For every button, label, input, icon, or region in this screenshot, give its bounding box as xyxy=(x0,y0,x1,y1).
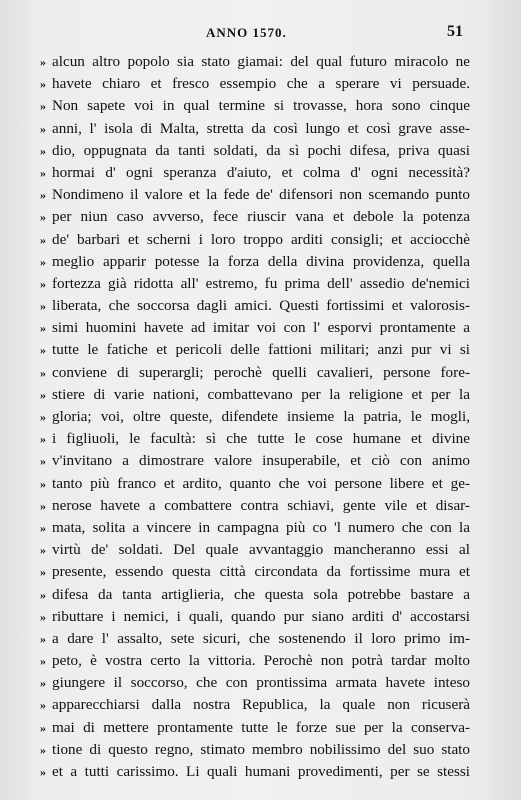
running-head: ANNO 1570. xyxy=(206,25,287,40)
text-line xyxy=(40,694,470,716)
text-line xyxy=(40,51,470,73)
quote-mark: » xyxy=(40,676,46,691)
quote-mark: » xyxy=(40,254,46,269)
line-text: alcun altro popolo sia stato giamai: del qual futuro miracolo ne xyxy=(52,53,470,70)
line-text: et a tutti carissimo. Li quali humani provedimenti, per se stessi xyxy=(52,763,470,780)
quote-mark: » xyxy=(40,432,46,447)
line-text: difesa da tanta artiglieria, che questa sola potrebbe bastare a xyxy=(52,585,470,603)
quote-mark: » xyxy=(40,454,46,469)
quote-mark: » xyxy=(40,365,46,380)
quote-mark: » xyxy=(40,210,46,225)
text-line xyxy=(40,517,470,539)
quote-mark: » xyxy=(40,343,46,358)
quote-mark: » xyxy=(40,188,46,203)
line-text: liberata, che soccorsa dagli amici. Questi fortissimi et valorosis- xyxy=(52,297,470,315)
line-text: apparecchiarsi dalla nostra Republica, la quale non ricuserà xyxy=(52,696,470,714)
quote-mark: » xyxy=(40,543,46,558)
text-line xyxy=(40,761,470,783)
text-line xyxy=(40,450,470,472)
text-line xyxy=(40,251,470,273)
line-text: havete chiaro et fresco essempio che a sperare vi persuade. xyxy=(52,75,470,93)
text-line xyxy=(40,628,470,650)
line-text: tanto più franco et ardito, quanto che voi persone libere et ge- xyxy=(52,474,470,492)
quote-mark: » xyxy=(40,55,46,69)
quote-mark: » xyxy=(40,720,46,735)
line-text: tione di questo regno, stimato membro nobilissimo del suo stato xyxy=(52,740,470,758)
quote-mark: » xyxy=(40,654,46,669)
quote-mark: » xyxy=(40,631,46,646)
quote-mark: » xyxy=(40,476,46,491)
text-line xyxy=(40,162,470,184)
text-line xyxy=(40,717,470,739)
text-line xyxy=(40,606,470,628)
text-line xyxy=(40,95,470,117)
text-line xyxy=(40,140,470,162)
text-line xyxy=(40,406,470,428)
line-text: ributtare i nemici, i quali, quando pur siano arditi d' accostarsi xyxy=(52,607,470,625)
text-line xyxy=(40,428,470,450)
quote-mark: » xyxy=(40,276,46,291)
text-line xyxy=(40,295,470,317)
text-line xyxy=(40,273,470,295)
text-line xyxy=(40,739,470,761)
line-text: anni, l' isola di Malta, stretta da così lungo et così grave asse- xyxy=(52,119,470,137)
quote-mark: » xyxy=(40,99,46,114)
line-text: de' barbari et scherni i loro troppo arditi consigli; et acciocchè xyxy=(52,230,470,248)
quote-mark: » xyxy=(40,321,46,336)
quote-mark: » xyxy=(40,232,46,247)
text-line xyxy=(40,73,470,95)
quote-mark: » xyxy=(40,565,46,580)
text-line xyxy=(40,118,470,140)
text-line xyxy=(40,584,470,606)
text-line xyxy=(40,184,470,206)
line-text: v'invitano a dimostrare valore insuperabile, et ciò con animo xyxy=(52,452,470,470)
quote-mark: » xyxy=(40,143,46,158)
line-text: Non sapete voi in qual termine si trovasse, hora sono cinque xyxy=(52,97,470,115)
line-text: tutte le fatiche et pericoli delle fattioni militari; anzi pur vi si xyxy=(52,341,470,359)
quote-mark: » xyxy=(40,121,46,136)
line-text: simi huomini havete ad imitar voi con l' esporvi prontamente a xyxy=(52,319,470,337)
line-text: giungere il soccorso, che con prontissima armata havete inteso xyxy=(52,674,470,692)
text-line xyxy=(40,672,470,694)
line-text: peto, è vostra certo la vittoria. Perochè non potrà tardar molto xyxy=(52,652,470,670)
line-text: fortezza già ridotta all' estremo, fu prima dell' assedio de'nemici xyxy=(52,274,470,292)
line-text: mata, solita a vincere in campagna più co 'l numero che con la xyxy=(52,518,470,536)
text-line xyxy=(40,650,470,672)
quote-mark: » xyxy=(40,165,46,180)
line-text: dio, oppugnata da tanti soldati, da sì pochi difesa, priva quasi xyxy=(52,141,470,159)
text-line xyxy=(40,473,470,495)
quote-mark: » xyxy=(40,742,46,757)
line-text: meglio apparir potesse la forza della divina providenza, quella xyxy=(52,252,470,270)
text-line xyxy=(40,317,470,339)
line-text: Nondimeno il valore et la fede de' difensori non scemando punto xyxy=(52,186,470,204)
text-line xyxy=(40,495,470,517)
quote-mark: » xyxy=(40,765,46,779)
quote-mark: » xyxy=(40,587,46,602)
line-text: virtù de' soldati. Del quale avvantaggio mancheranno essi al xyxy=(52,541,470,559)
text-line xyxy=(40,339,470,361)
line-text: nerose havete a combattere contra schiavi, gente vile et disar- xyxy=(52,496,470,514)
page-number: 51 xyxy=(447,23,463,40)
page-header xyxy=(0,23,521,43)
quote-mark: » xyxy=(40,698,46,713)
line-text: conviene di superargli; perochè quelli cavalieri, persone fore- xyxy=(52,363,470,381)
line-text: a dare l' assalto, sete sicuri, che sostenendo il loro primo im- xyxy=(52,629,470,647)
quote-mark: » xyxy=(40,520,46,535)
line-text: presente, essendo questa città circondata da fortissime mura et xyxy=(52,563,470,581)
quote-mark: » xyxy=(40,609,46,624)
quote-mark: » xyxy=(40,498,46,513)
text-line xyxy=(40,229,470,251)
quote-mark: » xyxy=(40,387,46,402)
line-text: per niun caso avverso, fece riuscir vana et debole la potenza xyxy=(52,208,470,226)
line-text: stiere di varie nationi, combattevano per la religione et per la xyxy=(52,385,470,403)
text-line xyxy=(40,362,470,384)
quote-mark: » xyxy=(40,410,46,424)
line-text: gloria; voi, oltre queste, difendete insieme la patria, le mogli, xyxy=(52,408,470,425)
text-line xyxy=(40,561,470,583)
text-line xyxy=(40,384,470,406)
line-text: mai di mettere prontamente tutte le forze sue per la conserva- xyxy=(52,718,470,736)
text-line xyxy=(40,206,470,228)
text-line xyxy=(40,539,470,561)
quote-mark: » xyxy=(40,299,46,314)
body-text xyxy=(40,51,470,783)
line-text: hormai d' ogni speranza d'aiuto, et colma d' ogni necessità? xyxy=(52,163,470,181)
line-text: i figliuoli, le facultà: sì che tutte le cose humane et divine xyxy=(52,430,470,448)
quote-mark: » xyxy=(40,77,46,92)
